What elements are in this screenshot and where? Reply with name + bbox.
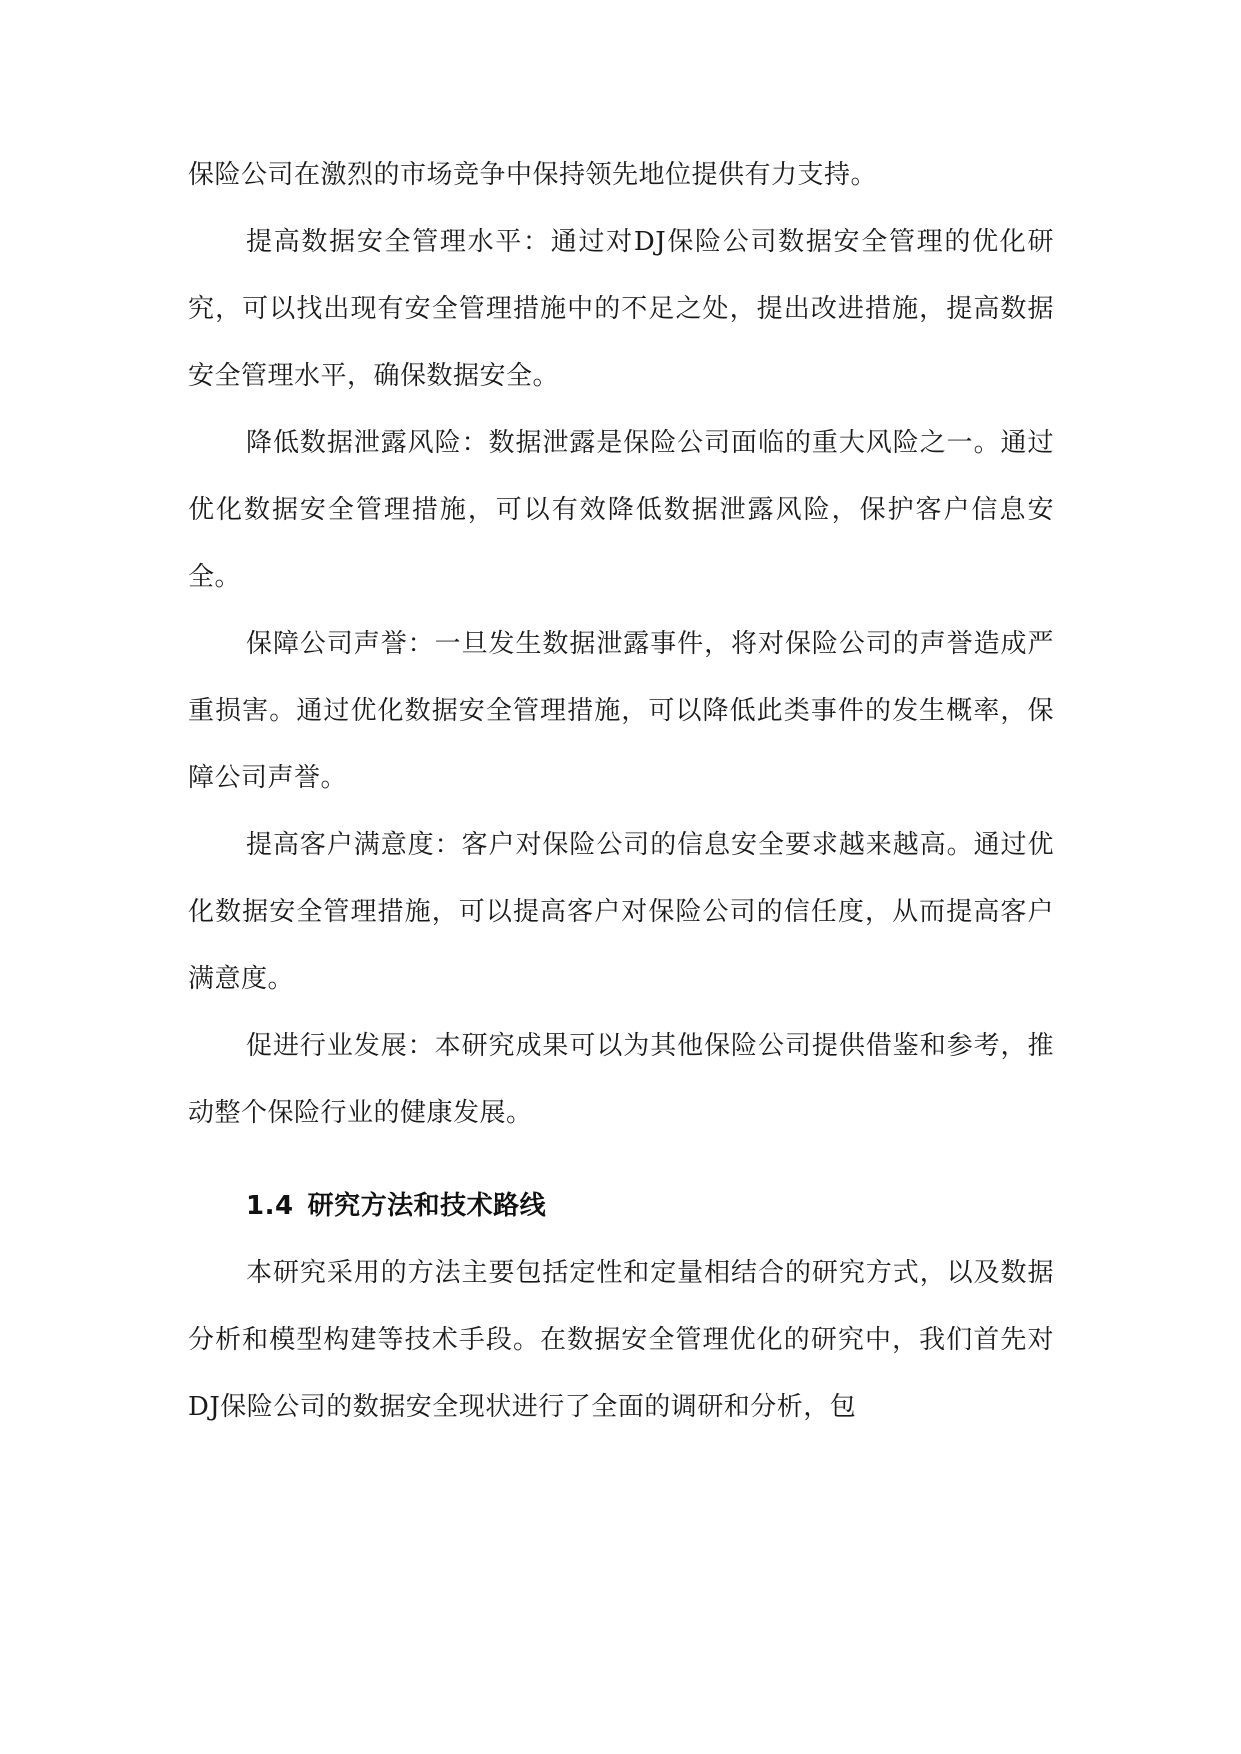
paragraph-continuation: 保险公司在激烈的市场竞争中保持领先地位提供有力支持。: [188, 160, 878, 190]
paragraph-research-methods: 本研究采用的方法主要包括定性和定量相结合的研究方式，以及数据分析和模型构建等技术手段。在数据安全管理优化的研究中，我们首先对DJ保险公司的数据安全现状进行了全面的调研和分析，包: [188, 1258, 1054, 1422]
paragraph-reduce-leak-risk: 降低数据泄露风险：数据泄露是保险公司面临的重大风险之一。通过优化数据安全管理措施，可以有效降低数据泄露风险，保护客户信息安全。: [188, 428, 1054, 592]
paragraph-industry-development: 促进行业发展：本研究成果可以为其他保险公司提供借鉴和参考，推动整个保险行业的健康发展。: [188, 1031, 1054, 1128]
section-number: 1.4: [246, 1191, 294, 1221]
section-title: 研究方法和技术路线: [307, 1191, 547, 1221]
section-heading: [188, 1173, 1054, 1240]
paragraph-protect-reputation: 保障公司声誉：一旦发生数据泄露事件，将对保险公司的声誉造成严重损害。通过优化数据安全管理措施，可以降低此类事件的发生概率，保障公司声誉。: [188, 629, 1054, 793]
document-body: [188, 142, 1054, 1441]
paragraph-improve-security-level: 提高数据安全管理水平：通过对DJ保险公司数据安全管理的优化研究，可以找出现有安全管理措施中的不足之处，提出改进措施，提高数据安全管理水平，确保数据安全。: [188, 227, 1054, 391]
paragraph-customer-satisfaction: 提高客户满意度：客户对保险公司的信息安全要求越来越高。通过优化数据安全管理措施，可以提高客户对保险公司的信任度，从而提高客户满意度。: [188, 830, 1054, 994]
